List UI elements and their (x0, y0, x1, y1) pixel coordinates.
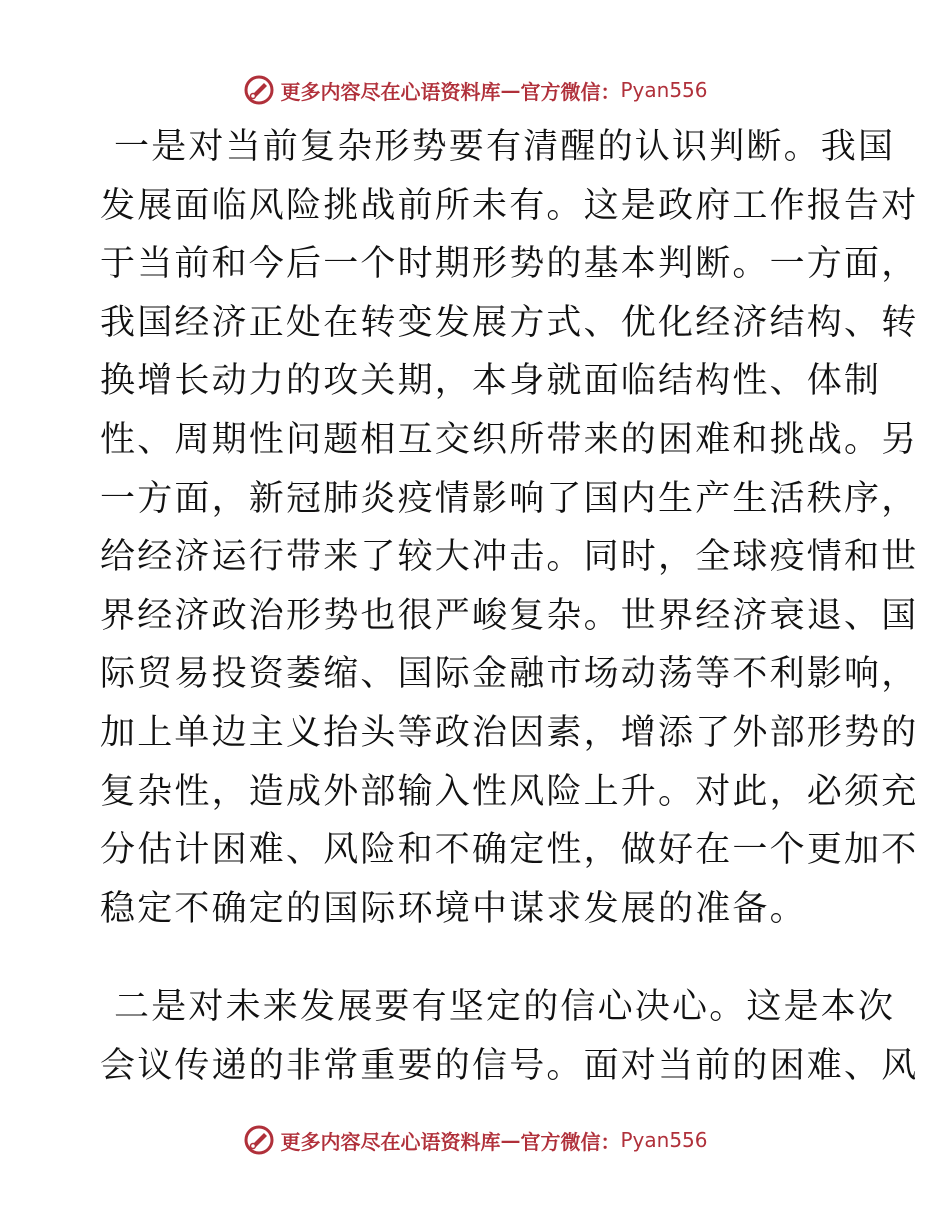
pen-swirl-logo-icon (242, 1123, 276, 1157)
text-line: 二是对未来发展要有坚定的信心决心。这是本次 (114, 987, 896, 1028)
text-line: 分估计困难、风险和不确定性，做好在一个更加不 (100, 830, 919, 871)
paragraph-1 (100, 118, 919, 938)
text-line: 性、周期性问题相互交织所带来的困难和挑战。另 (100, 419, 919, 460)
banner-wechat-id: Pyan556 (620, 78, 708, 102)
document-body (100, 118, 919, 1096)
text-line: 发展面临风险挑战前所未有。这是政府工作报告对 (100, 185, 919, 226)
paragraph-2 (100, 978, 919, 1095)
banner-site-text: 更多内容尽在心语资料库 (280, 79, 501, 104)
footer-banner (0, 1120, 950, 1160)
text-line: 加上单边主义抬头等政治因素，增添了外部形势的 (100, 712, 919, 753)
header-banner (0, 70, 950, 110)
text-line: 际贸易投资萎缩、国际金融市场动荡等不利影响， (100, 654, 919, 695)
paragraph-spacer (100, 938, 855, 978)
text-line: 界经济政治形势也很严峻复杂。世界经济衰退、国 (100, 595, 919, 636)
banner-wechat-label: 官方微信： (520, 79, 621, 104)
banner-dash: — (500, 78, 521, 102)
pen-swirl-logo-icon (242, 73, 276, 107)
text-line: 于当前和今后一个时期形势的基本判断。一方面， (100, 244, 919, 285)
banner-wechat-label: 官方微信： (520, 1129, 621, 1154)
text-line: 换增长动力的攻关期，本身就面临结构性、体制 (100, 361, 882, 402)
text-line: 会议传递的非常重要的信号。面对当前的困难、风 (100, 1045, 919, 1086)
text-line: 一方面，新冠肺炎疫情影响了国内生产生活秩序， (100, 478, 919, 519)
text-line: 稳定不确定的国际环境中谋求发展的准备。 (100, 888, 807, 929)
text-line: 复杂性，造成外部输入性风险上升。对此，必须充 (100, 771, 919, 812)
banner-dash: — (500, 1128, 521, 1152)
text-line: 给经济运行带来了较大冲击。同时，全球疫情和世 (100, 537, 919, 578)
text-line: 我国经济正处在转变发展方式、优化经济结构、转 (100, 302, 919, 343)
banner-wechat-id: Pyan556 (620, 1128, 708, 1152)
banner-site-text: 更多内容尽在心语资料库 (280, 1129, 501, 1154)
text-line: 一是对当前复杂形势要有清醒的认识判断。我国 (114, 127, 896, 167)
